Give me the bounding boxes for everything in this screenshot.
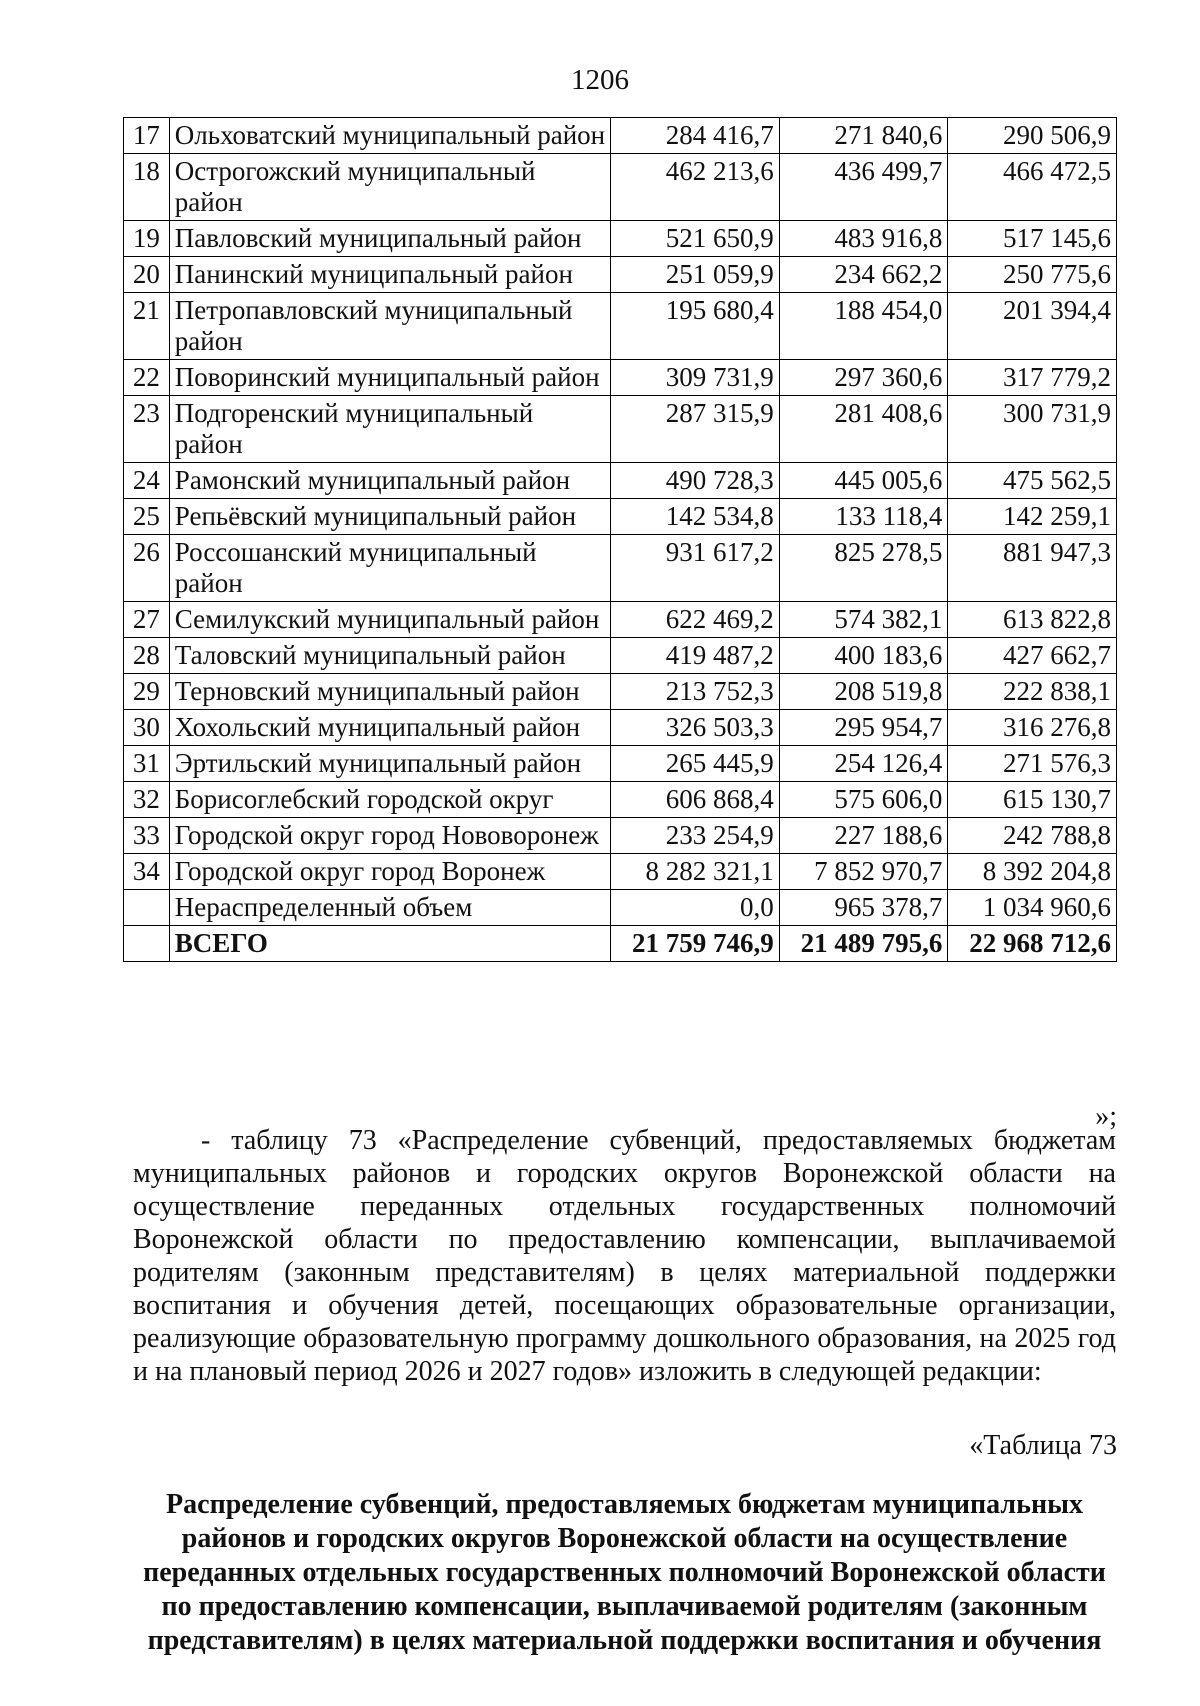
value-2027: 250 775,6	[948, 257, 1117, 293]
value-2025: 195 680,4	[611, 293, 780, 360]
municipality-name: Россошанский муниципальный район	[169, 535, 610, 602]
row-number: 27	[124, 602, 170, 638]
municipality-name: Петропавловский муниципальный район	[169, 293, 610, 360]
value-2026: 483 916,8	[779, 221, 948, 257]
table-row	[124, 221, 1117, 257]
table-row	[124, 499, 1117, 535]
value-2025: 462 213,6	[611, 154, 780, 221]
value-2027: 615 130,7	[948, 782, 1117, 818]
row-number: 25	[124, 499, 170, 535]
table-row	[124, 890, 1117, 926]
municipality-name: Таловский муниципальный район	[169, 638, 610, 674]
value-2027: 271 576,3	[948, 746, 1117, 782]
table-row	[124, 602, 1117, 638]
value-2026: 445 005,6	[779, 463, 948, 499]
value-2026: 965 378,7	[779, 890, 948, 926]
value-2026: 188 454,0	[779, 293, 948, 360]
value-2026: 295 954,7	[779, 710, 948, 746]
row-number: 20	[124, 257, 170, 293]
value-2025: 265 445,9	[611, 746, 780, 782]
value-2027: 201 394,4	[948, 293, 1117, 360]
value-2027: 317 779,2	[948, 360, 1117, 396]
municipality-name: Рамонский муниципальный район	[169, 463, 610, 499]
subvention-table	[123, 117, 1117, 962]
row-number: 33	[124, 818, 170, 854]
municipality-name: Борисоглебский городской округ	[169, 782, 610, 818]
value-2026: 575 606,0	[779, 782, 948, 818]
row-number: 31	[124, 746, 170, 782]
value-2026: 208 519,8	[779, 674, 948, 710]
value-2025: 251 059,9	[611, 257, 780, 293]
municipality-name: Репьёвский муниципальный район	[169, 499, 610, 535]
value-2027: 290 506,9	[948, 118, 1117, 154]
municipality-name: Терновский муниципальный район	[169, 674, 610, 710]
value-2026: 297 360,6	[779, 360, 948, 396]
value-2026: 436 499,7	[779, 154, 948, 221]
value-2025: 213 752,3	[611, 674, 780, 710]
amendment-paragraph: - таблицу 73 «Распределение субвенций, предоставляемых бюджетам муниципальных районов и городских округов Воронежской области на осуществление переданных отдельных государственных полномочий Воронежской области по предоставлению компенсации, выплачиваемой родителям (законным представителям) в целях материальной поддержки воспитания и обучения детей, посещающих образовательные организации, реализующие образовательную программу дошкольного образования, на 2025 год и на плановый период 2026 и 2027 годов» изложить в следующей редакции:	[133, 1125, 1116, 1387]
table-row	[124, 463, 1117, 499]
total-2026: 21 489 795,6	[779, 926, 948, 962]
row-number: 19	[124, 221, 170, 257]
value-2026: 254 126,4	[779, 746, 948, 782]
table-heading: Распределение субвенций, предоставляемых бюджетам муниципальных районов и городских округов Воронежской области на осуществление переданных отдельных государственных полномочий Воронежской области по предоставлению компенсации, выплачиваемой родителям (законным представителям) в целях материальной поддержки воспитания и обучения	[143, 1489, 1106, 1656]
table-row	[124, 293, 1117, 360]
table-caption: «Таблица 73	[969, 1430, 1117, 1461]
value-2025: 490 728,3	[611, 463, 780, 499]
value-2027: 466 472,5	[948, 154, 1117, 221]
value-2025: 0,0	[611, 890, 780, 926]
municipality-name: Острогожский муниципальный район	[169, 154, 610, 221]
row-number	[124, 890, 170, 926]
municipality-name: Хохольский муниципальный район	[169, 710, 610, 746]
row-number: 26	[124, 535, 170, 602]
value-2025: 284 416,7	[611, 118, 780, 154]
value-2026: 133 118,4	[779, 499, 948, 535]
municipality-name: Городской округ город Воронеж	[169, 854, 610, 890]
municipality-name: Ольховатский муниципальный район	[169, 118, 610, 154]
municipality-name: Поворинский муниципальный район	[169, 360, 610, 396]
row-number: 29	[124, 674, 170, 710]
total-label: ВСЕГО	[169, 926, 610, 962]
row-number: 32	[124, 782, 170, 818]
value-2027: 222 838,1	[948, 674, 1117, 710]
value-2027: 142 259,1	[948, 499, 1117, 535]
table-row	[124, 674, 1117, 710]
municipality-name: Семилукский муниципальный район	[169, 602, 610, 638]
table-row	[124, 818, 1117, 854]
row-number: 24	[124, 463, 170, 499]
page-number: 1206	[571, 64, 629, 96]
total-number-cell	[124, 926, 170, 962]
value-2025: 142 534,8	[611, 499, 780, 535]
municipality-name: Нераспределенный объем	[169, 890, 610, 926]
municipality-name: Павловский муниципальный район	[169, 221, 610, 257]
row-number: 34	[124, 854, 170, 890]
value-2025: 309 731,9	[611, 360, 780, 396]
value-2027: 475 562,5	[948, 463, 1117, 499]
value-2026: 281 408,6	[779, 396, 948, 463]
table-row	[124, 257, 1117, 293]
row-number: 30	[124, 710, 170, 746]
value-2025: 287 315,9	[611, 396, 780, 463]
total-2025: 21 759 746,9	[611, 926, 780, 962]
value-2027: 881 947,3	[948, 535, 1117, 602]
row-number: 21	[124, 293, 170, 360]
table-row	[124, 854, 1117, 890]
value-2027: 427 662,7	[948, 638, 1117, 674]
table-row	[124, 638, 1117, 674]
row-number: 28	[124, 638, 170, 674]
table-row	[124, 118, 1117, 154]
value-2025: 606 868,4	[611, 782, 780, 818]
value-2025: 521 650,9	[611, 221, 780, 257]
value-2027: 1 034 960,6	[948, 890, 1117, 926]
value-2027: 8 392 204,8	[948, 854, 1117, 890]
value-2027: 517 145,6	[948, 221, 1117, 257]
row-number: 18	[124, 154, 170, 221]
value-2025: 419 487,2	[611, 638, 780, 674]
municipality-name: Панинский муниципальный район	[169, 257, 610, 293]
table-body	[124, 118, 1117, 962]
value-2026: 271 840,6	[779, 118, 948, 154]
value-2025: 8 282 321,1	[611, 854, 780, 890]
value-2026: 227 188,6	[779, 818, 948, 854]
value-2025: 931 617,2	[611, 535, 780, 602]
closing-quote: »;	[1095, 1101, 1117, 1132]
municipality-name: Эртильский муниципальный район	[169, 746, 610, 782]
table-row	[124, 154, 1117, 221]
value-2027: 613 822,8	[948, 602, 1117, 638]
row-number: 17	[124, 118, 170, 154]
value-2026: 7 852 970,7	[779, 854, 948, 890]
value-2025: 326 503,3	[611, 710, 780, 746]
value-2026: 825 278,5	[779, 535, 948, 602]
value-2027: 242 788,8	[948, 818, 1117, 854]
value-2027: 300 731,9	[948, 396, 1117, 463]
row-number: 23	[124, 396, 170, 463]
table-row	[124, 746, 1117, 782]
municipality-name: Городской округ город Нововоронеж	[169, 818, 610, 854]
total-row	[124, 926, 1117, 962]
municipality-name: Подгоренский муниципальный район	[169, 396, 610, 463]
value-2027: 316 276,8	[948, 710, 1117, 746]
table-row	[124, 782, 1117, 818]
value-2025: 233 254,9	[611, 818, 780, 854]
value-2026: 400 183,6	[779, 638, 948, 674]
table-row	[124, 535, 1117, 602]
value-2025: 622 469,2	[611, 602, 780, 638]
table-row	[124, 710, 1117, 746]
value-2026: 234 662,2	[779, 257, 948, 293]
value-2026: 574 382,1	[779, 602, 948, 638]
row-number: 22	[124, 360, 170, 396]
total-2027: 22 968 712,6	[948, 926, 1117, 962]
table-row	[124, 396, 1117, 463]
table-row	[124, 360, 1117, 396]
